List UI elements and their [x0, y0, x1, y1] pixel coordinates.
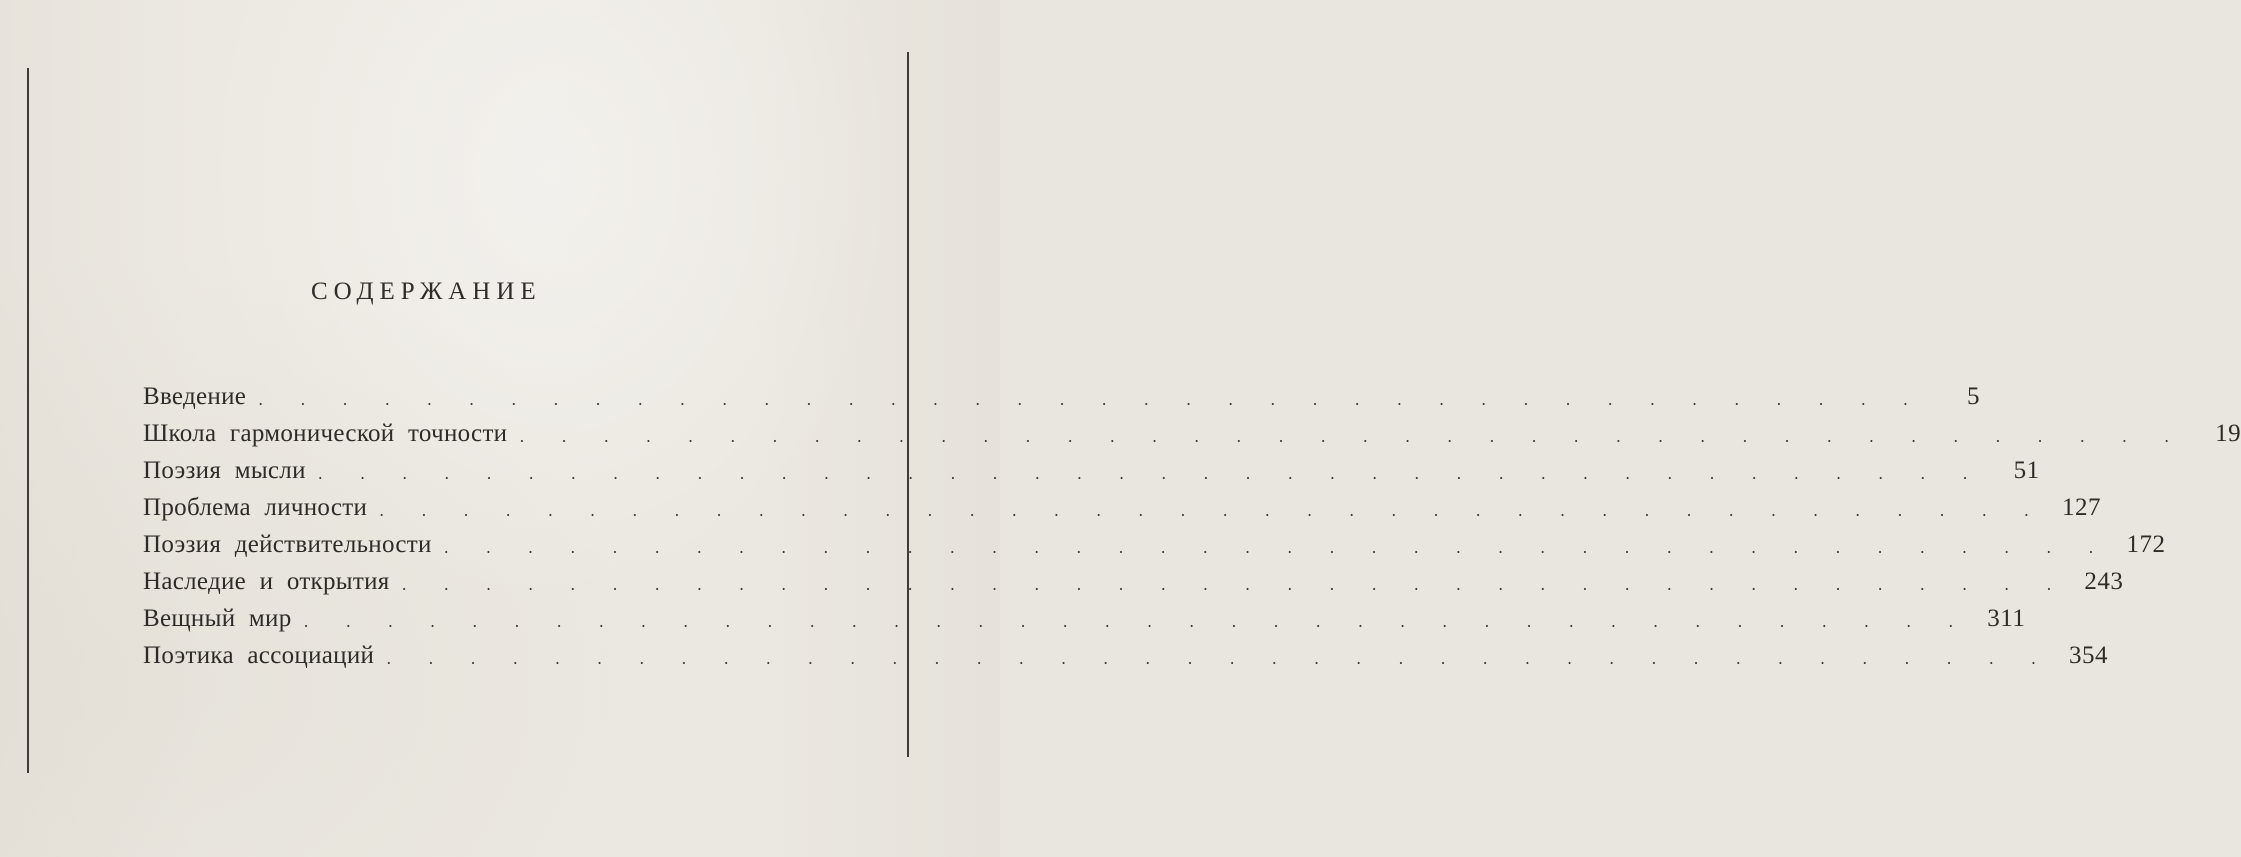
toc-entry	[143, 531, 2166, 568]
page-number: 5	[1966, 383, 1980, 410]
entry-title: Поэзия действительности	[143, 531, 432, 558]
table-of-contents-list	[143, 383, 2241, 679]
entry-title: Вещный мир	[143, 605, 292, 632]
leader-dots: . . . . . . . . . . . . . . . . . . . . . . . . . . . . . . . . . . . . . . . .	[379, 501, 2045, 520]
entry-title: Проблема личности	[143, 494, 368, 521]
entry-title: Введение	[143, 383, 247, 410]
toc-entry	[143, 568, 2124, 605]
page-number: 243	[2084, 568, 2124, 595]
entry-title: Поэзия мысли	[143, 457, 306, 484]
page-number: 127	[2061, 494, 2101, 521]
table-of-contents-heading: СОДЕРЖАНИЕ	[311, 278, 542, 305]
toc-entry	[143, 420, 2241, 457]
page-number: 311	[1987, 605, 2026, 632]
leader-dots: . . . . . . . . . . . . . . . . . . . . . . . . . . . . . . . . . . . . . . . .	[386, 649, 2052, 668]
leader-dots: . . . . . . . . . . . . . . . . . . . . . . . . . . . . . . . . . . . . . . . .	[519, 427, 2186, 446]
page-number: 354	[2068, 642, 2108, 669]
leader-dots: . . . . . . . . . . . . . . . . . . . . . . . . . . . . . . . . . . . . . . . .	[443, 538, 2110, 557]
leader-dots: . . . . . . . . . . . . . . . . . . . . . . . . . . . . . . . . . . . . . . . .	[258, 390, 1924, 409]
toc-entry	[143, 642, 2108, 679]
entry-title: Наследие и открытия	[143, 568, 390, 595]
toc-entry	[143, 605, 2026, 642]
entry-title: Школа гармонической точности	[143, 420, 508, 447]
entry-title: Поэтика ассоциаций	[143, 642, 375, 669]
toc-entry	[143, 494, 2101, 531]
leader-dots: . . . . . . . . . . . . . . . . . . . . . . . . . . . . . . . . . . . . . . . .	[401, 575, 2068, 594]
toc-entry	[143, 383, 1980, 420]
leader-dots: . . . . . . . . . . . . . . . . . . . . . . . . . . . . . . . . . . . . . . . .	[317, 464, 1984, 483]
page-number: 19	[2215, 420, 2241, 447]
left-margin-rule	[27, 68, 29, 773]
page-number: 172	[2126, 531, 2166, 558]
leader-dots: . . . . . . . . . . . . . . . . . . . . . . . . . . . . . . . . . . . . . . . .	[303, 612, 1970, 631]
page-number: 51	[2013, 457, 2040, 484]
toc-entry	[143, 457, 2040, 494]
